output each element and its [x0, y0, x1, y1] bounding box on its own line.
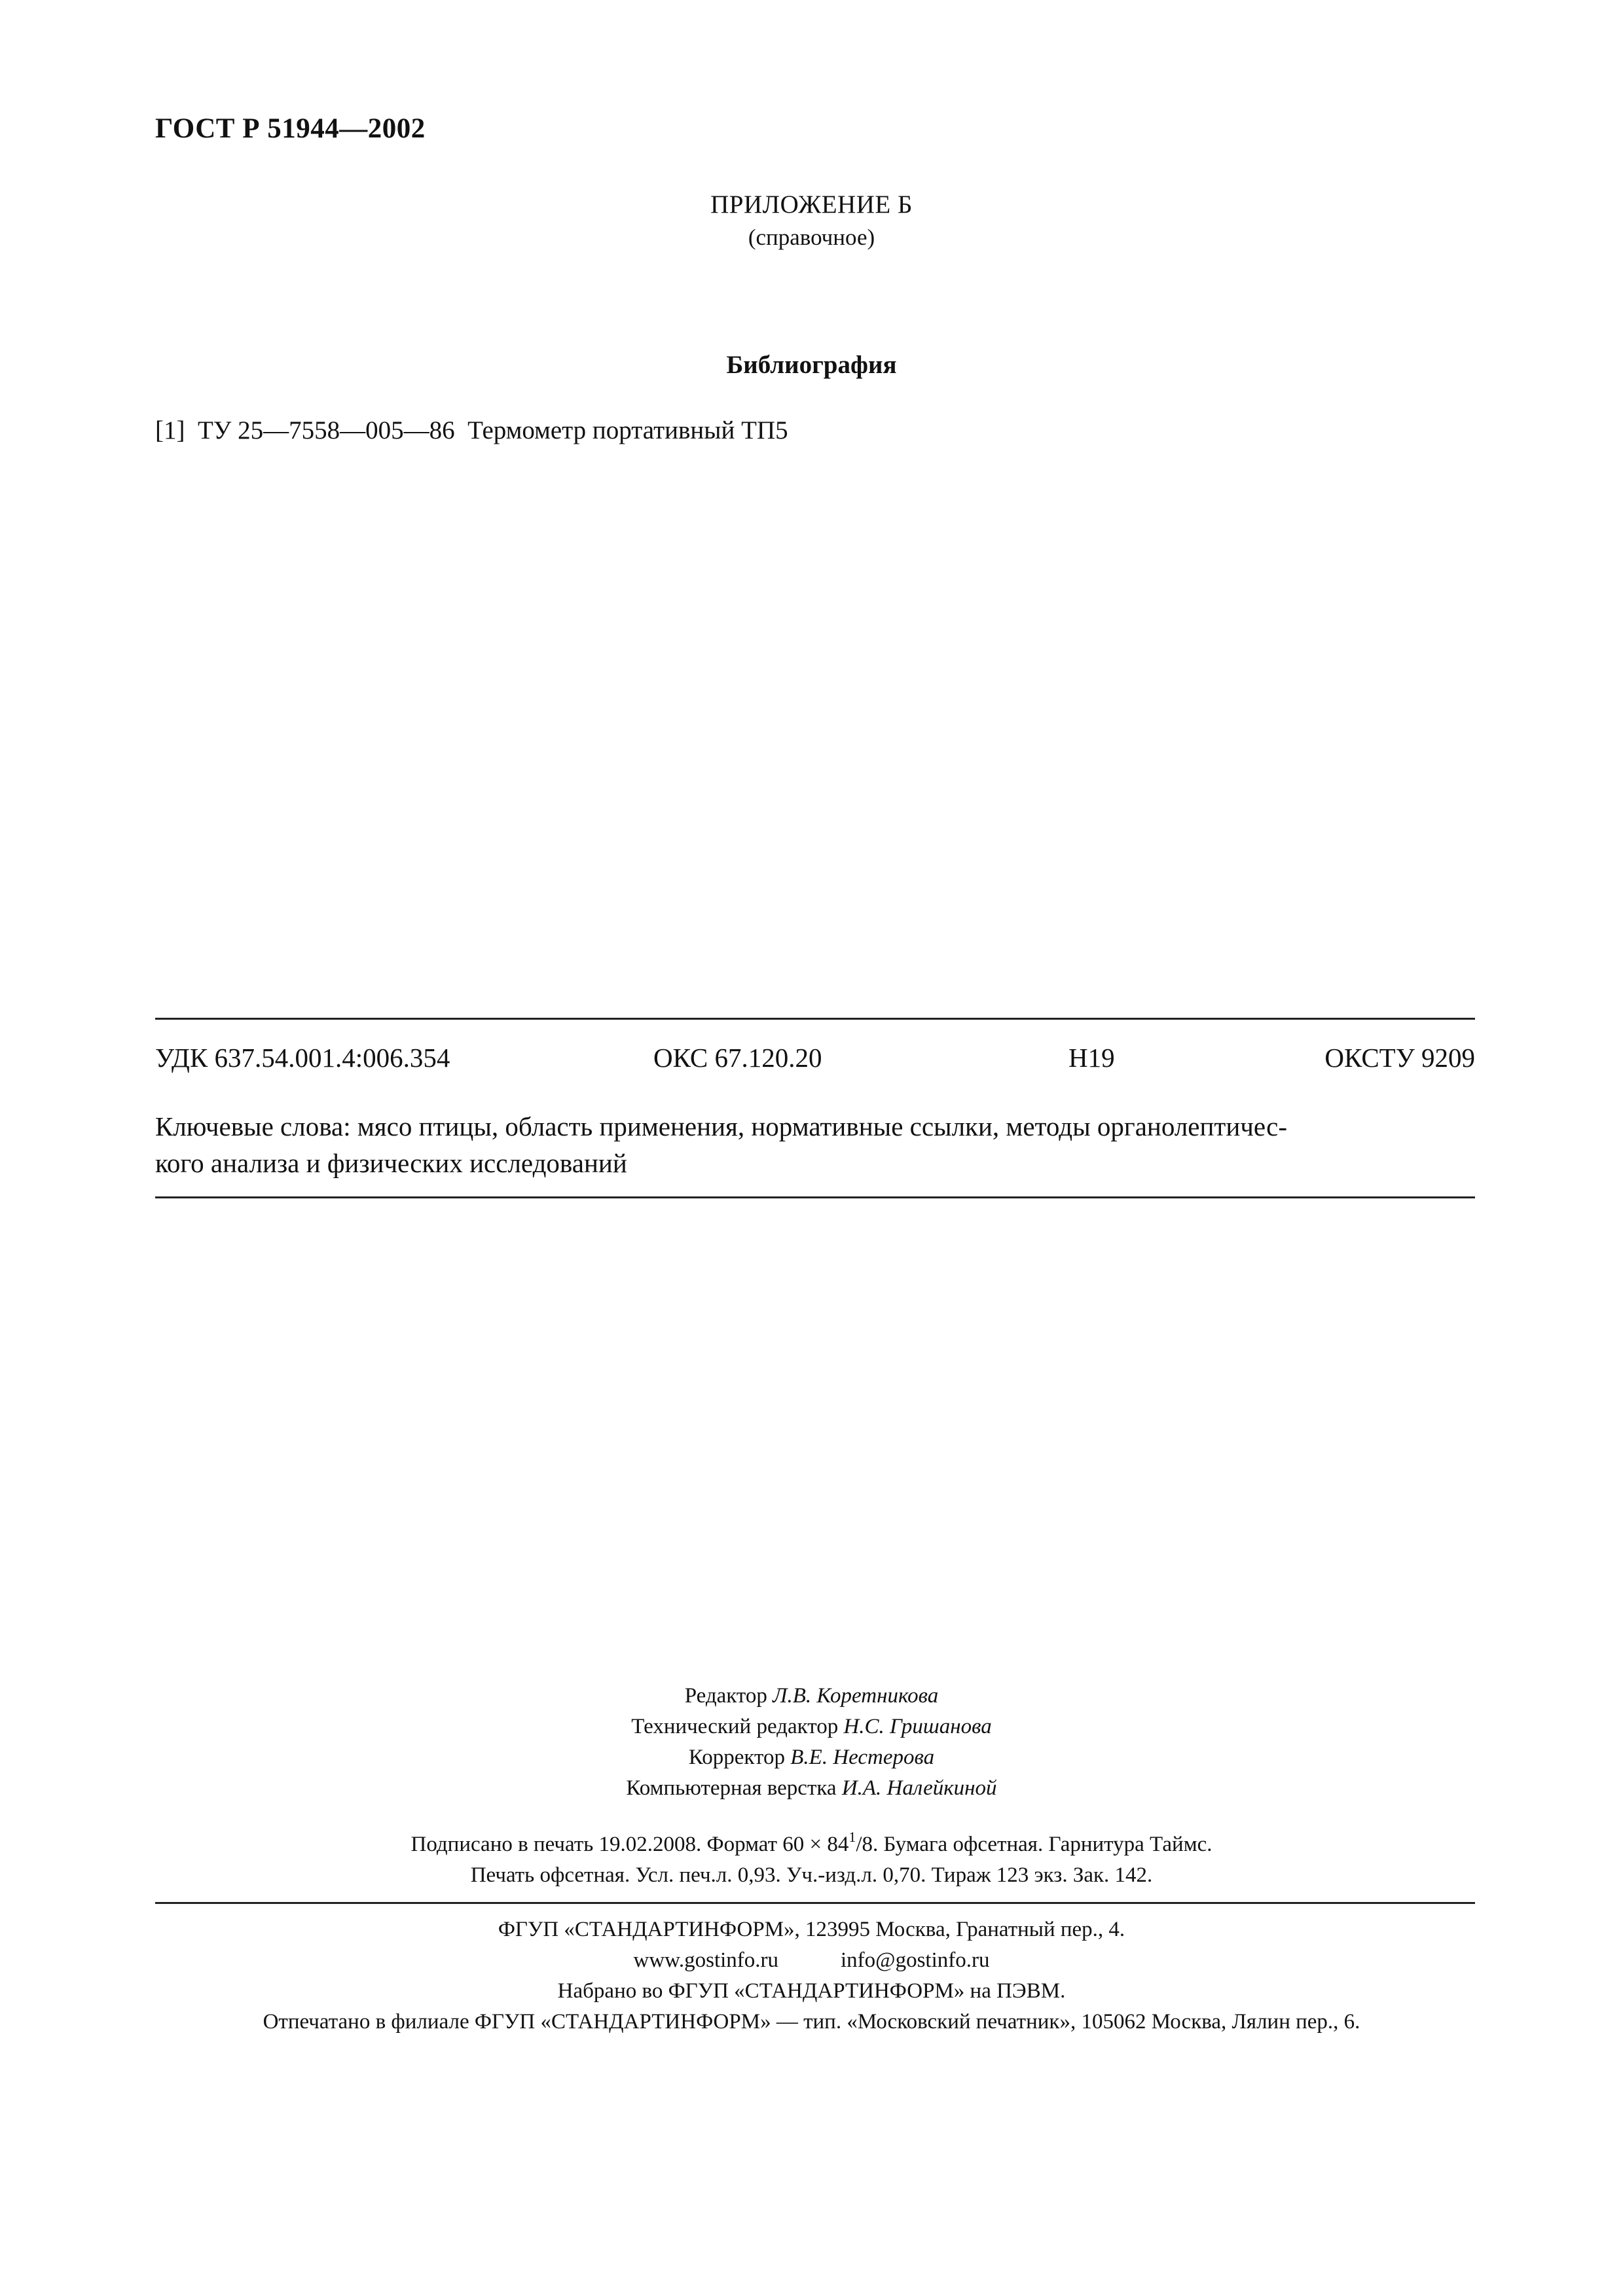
appendix-title: ПРИЛОЖЕНИЕ Б — [710, 190, 913, 219]
print-info-line: Подписано в печать 19.02.2008. Формат $60 \times 84^1/8$. Бумага офсетная. Гарнитура Таймс. — [410, 1829, 1213, 1856]
credit-corrector: Корректор В.Е. Нестерова — [688, 1746, 935, 1769]
divider-top — [155, 1018, 1475, 1020]
print-info-block — [0, 1821, 1623, 1891]
keywords-line: Ключевые слова: мясо птицы, область применения, нормативные ссылки, методы органолептичес- — [155, 1111, 1287, 1141]
print-info-line: Печать офсетная. Усл. печ.л. 0,93. Уч.-изд.л. 0,70. Тираж 123 экз. Зак. 142. — [470, 1863, 1153, 1887]
okstu-code: ОКСТУ 9209 — [1324, 1043, 1475, 1073]
layout-name: И.А. Налейкиной — [841, 1776, 997, 1800]
corrector-name: В.Е. Нестерова — [790, 1746, 935, 1769]
printed-note: Отпечатано в филиале ФГУП «СТАНДАРТИНФОРМ» — тип. «Московский печатник», 105062 Москва, Лялин пер., 6. — [263, 2010, 1360, 2034]
editor-name: Л.В. Коретникова — [773, 1684, 939, 1708]
appendix-subtitle: (справочное) — [748, 224, 875, 250]
bibliography-heading: Библиография — [726, 351, 897, 379]
credit-tech-editor: Технический редактор Н.С. Гришанова — [631, 1715, 992, 1738]
credit-layout: Компьютерная верстка И.А. Налейкиной — [626, 1776, 997, 1800]
tech-editor-name: Н.С. Гришанова — [843, 1715, 992, 1738]
typeset-note: Набрано во ФГУП «СТАНДАРТИНФОРМ» на ПЭВМ. — [557, 1979, 1066, 2003]
website-link[interactable]: www.gostinfo.ru — [633, 1948, 779, 1972]
group-code: Н19 — [1068, 1043, 1115, 1073]
credit-editor: Редактор Л.В. Коретникова — [684, 1684, 939, 1708]
publisher-block — [0, 1914, 1623, 2037]
keywords-block — [155, 1108, 1475, 1181]
udk-code: УДК 637.54.001.4:006.354 — [155, 1043, 450, 1073]
document-number: ГОСТ Р 51944—2002 — [155, 113, 426, 144]
divider-middle — [155, 1196, 1475, 1198]
bibliography-entry: [1] ТУ 25—7558—005—86 Термометр портативный ТП5 — [155, 416, 788, 444]
oks-code: ОКС 67.120.20 — [653, 1043, 822, 1073]
classification-row — [155, 1042, 1475, 1079]
publisher-address: ФГУП «СТАНДАРТИНФОРМ», 123995 Москва, Гранатный пер., 4. — [498, 1918, 1125, 1941]
email-link[interactable]: info@gostinfo.ru — [841, 1948, 990, 1972]
divider-bottom — [155, 1902, 1475, 1904]
keywords-line: кого анализа и физических исследований — [155, 1148, 627, 1178]
publisher-contacts — [0, 1945, 1623, 1976]
credits-block — [0, 1681, 1623, 1804]
